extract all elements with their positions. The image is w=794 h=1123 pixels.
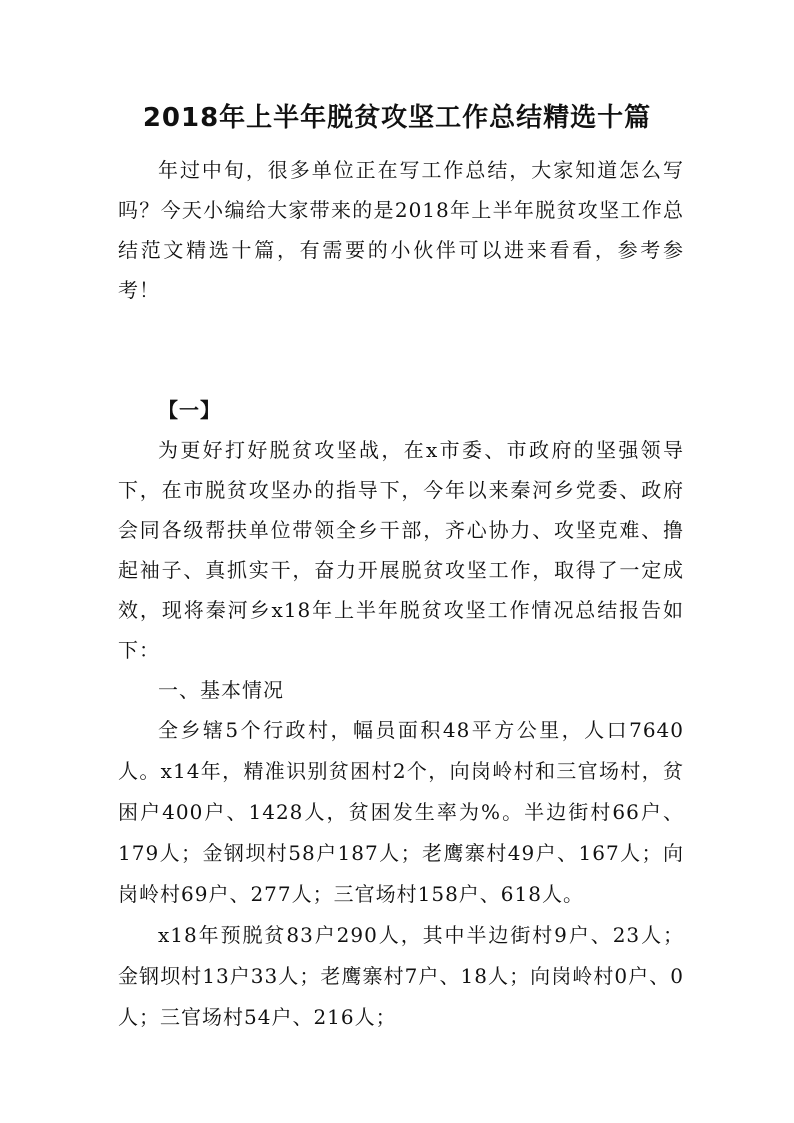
body-paragraph: x18年预脱贫83户290人，其中半边街村9户、23人；金钢坝村13户33人；老鹰寨村7户、18人；向岗岭村0户、0人；三官场村54户、216人； <box>118 923 684 1029</box>
paragraph-gap <box>118 310 684 350</box>
intro-paragraph: 年过中旬，很多单位正在写工作总结，大家知道怎么写吗？今天小编给大家带来的是2018年上半年脱贫攻坚工作总结范文精选十篇，有需要的小伙伴可以进来看看，参考参考！ <box>118 158 684 302</box>
document-title: 2018年上半年脱贫攻坚工作总结精选十篇 <box>142 103 652 133</box>
section-marker: 【一】 <box>158 398 221 422</box>
paragraph-gap <box>118 350 684 390</box>
document-body <box>118 150 684 1038</box>
body-paragraph: 全乡辖5个行政村，幅员面积48平方公里，人口7640人。x14年，精准识别贫困村2个，向岗岭村和三官场村，贫困户400户、1428人，贫困发生率为%。半边街村66户、179人；金钢坝村58户187人；老鹰寨村49户、167人；向岗岭村69户、277人；三官场村158户、618人。 <box>118 718 684 906</box>
body-paragraph: 为更好打好脱贫攻坚战，在x市委、市政府的坚强领导下，在市脱贫攻坚办的指导下，今年以来秦河乡党委、政府会同各级帮扶单位带领全乡干部，齐心协力、攻坚克难、撸起袖子、真抓实干，奋力开展脱贫攻坚工作，取得了一定成效，现将秦河乡x18年上半年脱贫攻坚工作情况总结报告如下： <box>118 438 684 662</box>
section-heading: 一、基本情况 <box>158 678 284 702</box>
